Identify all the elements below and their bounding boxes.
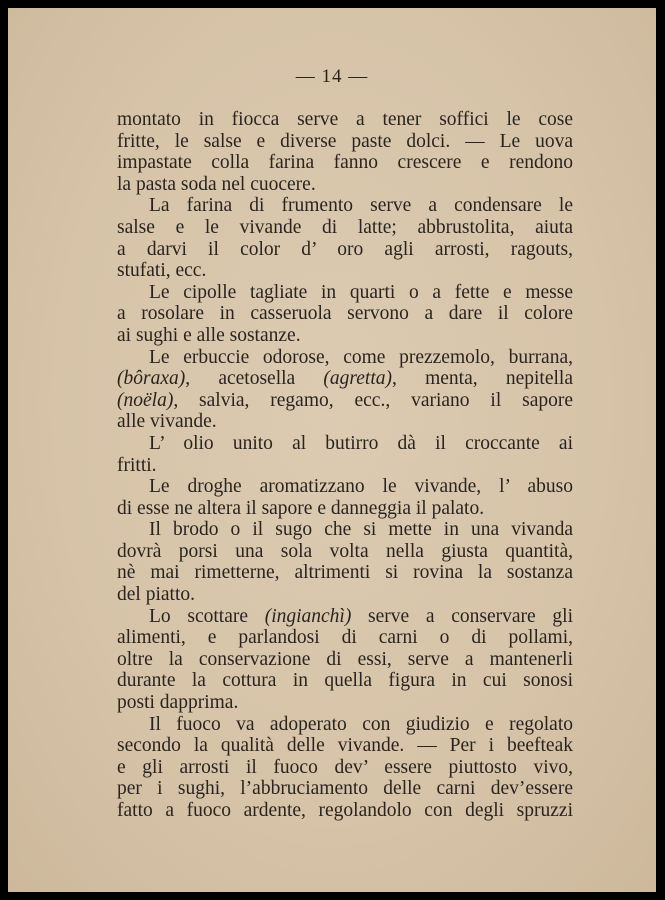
text-segment: a rosolare in casseruola servono a dare il colore (117, 303, 573, 325)
text-segment: fritte, le salse e diverse paste dolci. — Le uova (117, 130, 573, 152)
text-segment: Il brodo o il sugo che si mette in una vivanda (149, 519, 573, 541)
italic-term: (agretta) (323, 368, 393, 390)
text-line (117, 217, 573, 239)
text-segment: oltre la conservazione di essi, serve a mantenerli (117, 648, 573, 670)
text-line (117, 735, 573, 757)
text-line (117, 239, 573, 261)
text-segment: Le droghe aromatizzano le vivande, l’ abuso (149, 476, 573, 498)
text-line (117, 152, 573, 174)
text-segment: posti dapprima. (117, 692, 239, 714)
text-segment: La farina di frumento serve a condensare le (149, 195, 573, 217)
text-segment: di esse ne altera il sapore e danneggia il palato. (117, 497, 485, 519)
text-segment: serve a conservare gli (351, 605, 573, 627)
text-line (117, 606, 573, 628)
text-segment: , salvia, regamo, ecc., variano il sapore (173, 389, 573, 411)
text-line (117, 433, 573, 455)
text-line (117, 455, 573, 477)
text-line (117, 562, 573, 584)
text-segment: e gli arrosti il fuoco dev’ essere piuttosto vivo, (117, 756, 573, 778)
text-line (117, 195, 573, 217)
text-segment: impastate colla farina fanno crescere e rendono (117, 152, 573, 174)
text-line (117, 692, 573, 714)
text-segment: la pasta soda nel cuocere. (117, 173, 316, 195)
text-segment: del piatto. (117, 584, 195, 606)
text-line (117, 519, 573, 541)
text-segment: durante la cottura in quella figura in cui sonosi (117, 670, 573, 692)
book-page (8, 8, 656, 892)
text-line (117, 584, 573, 606)
text-line (117, 670, 573, 692)
text-segment: Il fuoco va adoperato con giudizio e regolato (149, 713, 573, 735)
text-line (117, 800, 573, 822)
text-segment: , menta, nepitella (392, 368, 573, 390)
text-line (117, 368, 573, 390)
text-segment: montato in fiocca serve a tener soffici le cose (117, 109, 573, 130)
text-line (117, 541, 573, 563)
text-line (117, 174, 573, 196)
text-line (117, 282, 573, 304)
text-segment: secondo la qualità delle vivande. — Per i beefteak (117, 735, 573, 757)
text-segment: dovrà porsi una sola volta nella giusta quantità, (117, 540, 573, 562)
text-line (117, 260, 573, 282)
text-segment: nè mai rimetterne, altrimenti si rovina la sostanza (117, 562, 573, 584)
italic-term: (noëla) (117, 389, 174, 411)
text-segment: salse e le vivande di latte; abbrustolita, aiuta (117, 216, 573, 238)
text-segment: stufati, ecc. (117, 260, 207, 282)
page-number: — 14 — (295, 66, 369, 87)
italic-term: (bôraxa) (117, 368, 186, 390)
text-line (117, 778, 573, 800)
text-segment: alle vivande. (117, 411, 217, 433)
text-line (117, 627, 573, 649)
text-line (117, 347, 573, 369)
text-line (117, 109, 573, 131)
text-line (117, 390, 573, 412)
page-body-text (117, 109, 573, 822)
text-line (117, 649, 573, 671)
text-segment: a darvi il color d’ oro agli arrosti, ragouts, (117, 238, 573, 260)
text-segment: ai sughi e alle sostanze. (117, 324, 301, 346)
text-segment: Le cipolle tagliate in quarti o a fette e messe (149, 281, 573, 303)
text-segment: alimenti, e parlandosi di carni o di pollami, (117, 627, 573, 649)
italic-term: (ingianchì) (264, 605, 352, 627)
text-segment: fritti. (117, 454, 157, 476)
text-segment: L’ olio unito al butirro dà il croccante ai (149, 432, 573, 454)
text-line (117, 498, 573, 520)
text-line (117, 303, 573, 325)
text-line (117, 325, 573, 347)
text-line (117, 131, 573, 153)
text-line (117, 757, 573, 779)
text-line (117, 411, 573, 433)
text-segment: fatto a fuoco ardente, regolandolo con degli spruzzi (117, 800, 573, 821)
text-line (117, 476, 573, 498)
text-segment: Le erbuccie odorose, come prezzemolo, burrana, (149, 346, 573, 368)
text-segment: , acetosella (185, 368, 324, 390)
text-segment: Lo scottare (149, 605, 265, 627)
text-line (117, 714, 573, 736)
text-segment: per i sughi, l’abbruciamento delle carni dev’essere (117, 778, 573, 800)
